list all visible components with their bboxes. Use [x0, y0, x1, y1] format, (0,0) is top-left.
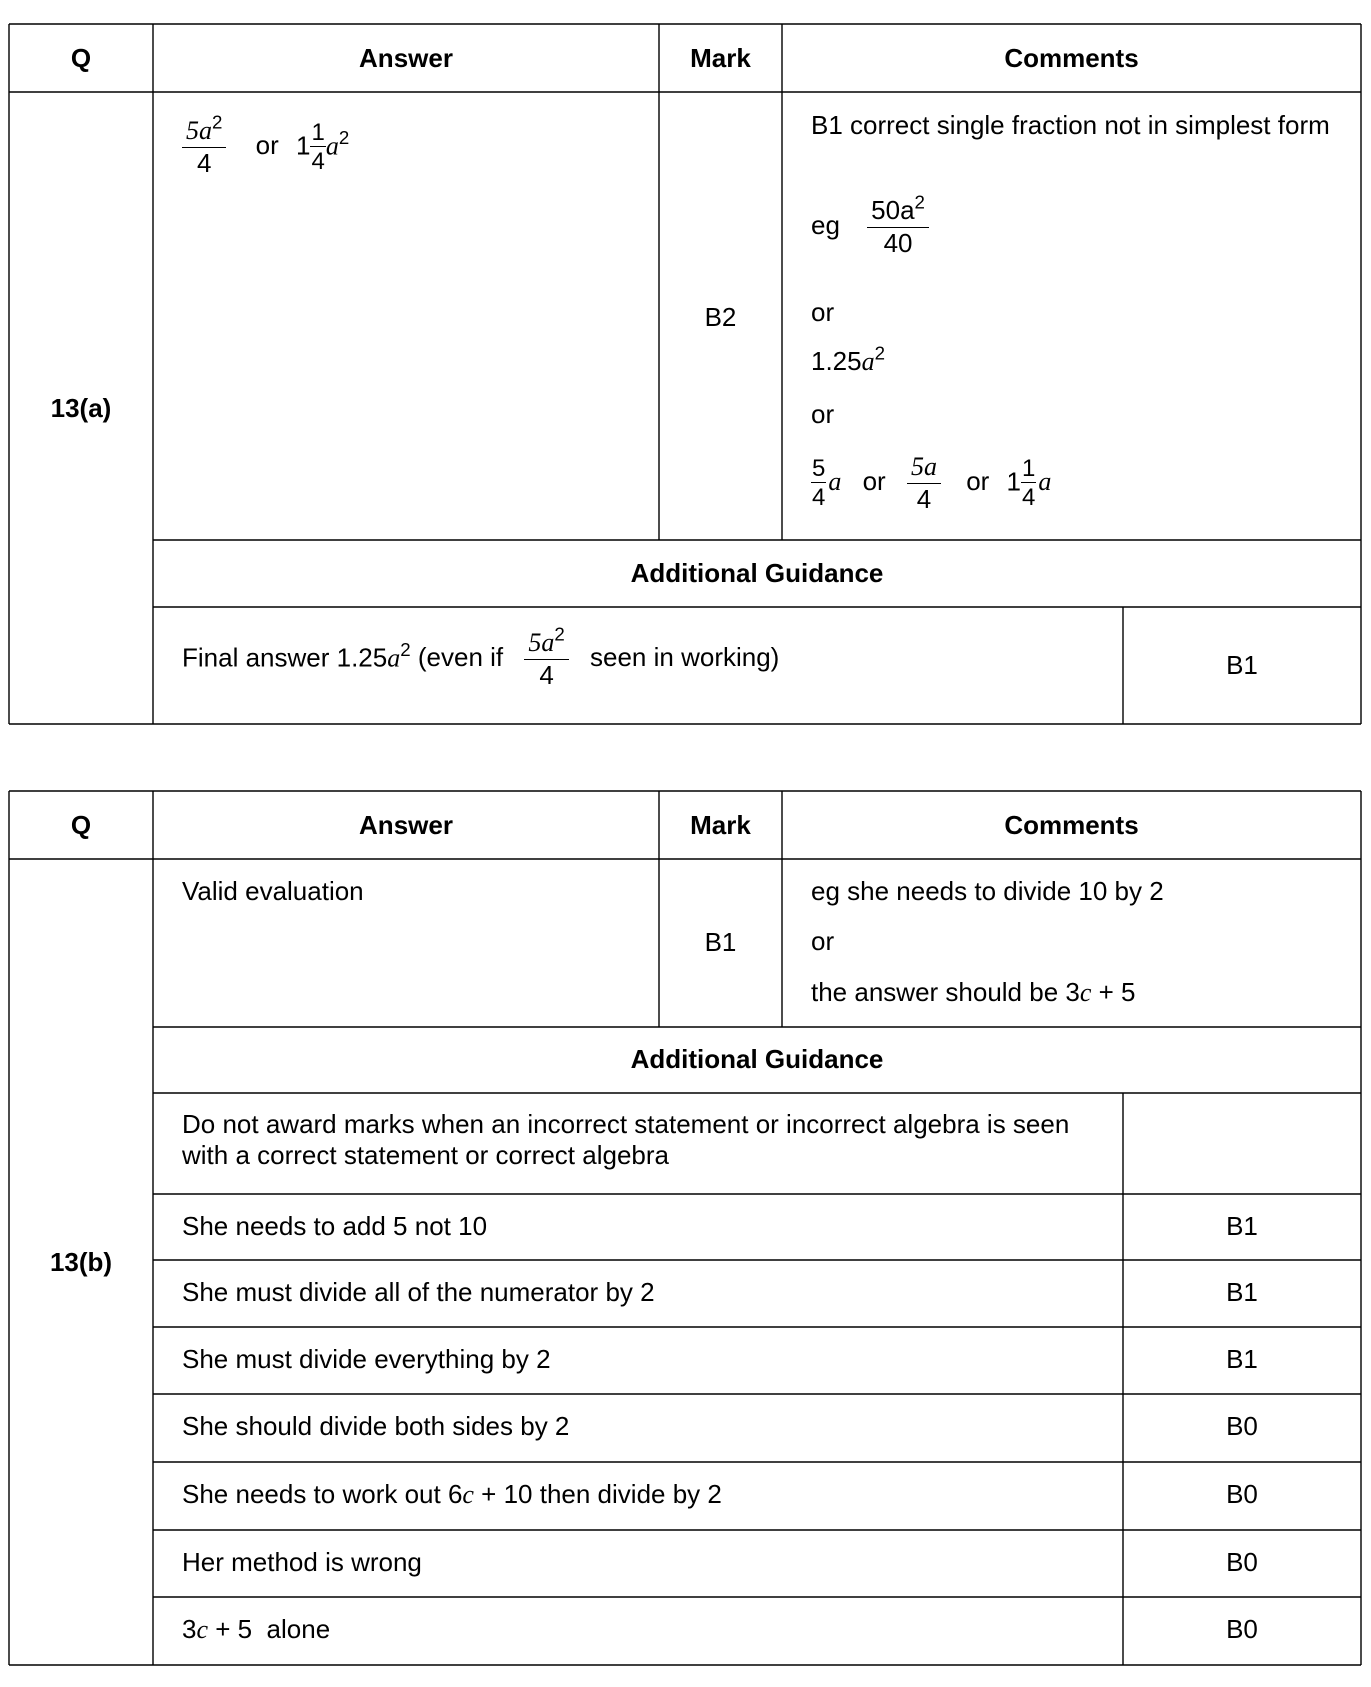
header-mark: Mark: [690, 810, 751, 840]
guidance-row-text: She needs to work out 6c + 10 then divide by 2: [182, 1479, 722, 1509]
alt-fraction-2: $\frac{5a}{4}$: [907, 452, 941, 515]
header-comments: Comments: [1004, 43, 1139, 73]
guidance-row-mark: B0: [1226, 1614, 1258, 1644]
guidance-row-text: She must divide all of the numerator by 2: [182, 1277, 655, 1307]
guidance-title: Additional Guidance: [630, 558, 884, 588]
alt-mixed-fraction: $\frac{1}{4}$: [1022, 454, 1036, 512]
comment-example: eg $\frac{50a^2}{40}$: [811, 196, 929, 259]
question-label: 13(a): [50, 393, 112, 423]
guidance-row-mark: B0: [1226, 1547, 1258, 1577]
guidance-row-mark: B0: [1226, 1411, 1258, 1441]
guidance-fraction: $\frac{5a^2}{4}$: [524, 628, 568, 691]
comment-b1-criterion: B1 correct single fraction not in simplest form: [811, 110, 1330, 140]
comment-or-2: or: [811, 399, 835, 429]
guidance-row-text: She must divide everything by 2: [182, 1344, 551, 1374]
answer-mixed-fraction: $\frac{1}{4}$: [311, 118, 325, 176]
header-comments: Comments: [1004, 810, 1139, 840]
comment-or: or: [811, 926, 835, 956]
header-answer: Answer: [359, 43, 453, 73]
guidance-title: Additional Guidance: [630, 1044, 884, 1074]
question-label: 13(b): [49, 1247, 113, 1277]
guidance-row-mark: B0: [1226, 1479, 1258, 1509]
guidance-row-text: Her method is wrong: [182, 1547, 422, 1577]
comment-answer: the answer should be 3c + 5: [811, 977, 1136, 1007]
mark-value: B1: [704, 927, 737, 957]
guidance-row-mark: B1: [1226, 1211, 1258, 1241]
comment-example-fraction: $\frac{50a^2}{40}$: [867, 196, 929, 259]
alt-fraction-1: $\frac{5}{4}$: [812, 454, 826, 512]
guidance-row-text: She should divide both sides by 2: [182, 1411, 570, 1441]
header-answer: Answer: [359, 810, 453, 840]
answer-text: Valid evaluation: [182, 876, 364, 906]
header-q: Q: [70, 810, 92, 840]
guidance-row-text: Do not award marks when an incorrect statement or incorrect algebra is seen with a correct statement or correct algebra: [182, 1109, 1070, 1171]
guidance-mark: B1: [1226, 650, 1258, 680]
comment-decimal: $1.25a^2$: [811, 342, 886, 376]
header-mark: Mark: [690, 43, 751, 73]
guidance-row-text: She needs to add 5 not 10: [182, 1211, 488, 1241]
guidance-row-mark: B1: [1226, 1344, 1258, 1374]
comment-example: eg she needs to divide 10 by 2: [811, 876, 1164, 906]
comment-or-1: or: [811, 297, 835, 327]
answer-expression: $\frac{5a^2}{4}$ or 1 $\frac{1}{4}$ $a^2$: [182, 116, 349, 179]
mark-value: B2: [704, 302, 737, 332]
comment-alternatives: $\frac{5}{4}$ a or $\frac{5a}{4}$ or 1 $\frac{1}{4}$ a: [812, 452, 1052, 514]
header-q: Q: [70, 43, 92, 73]
guidance-text: Final answer $1.25a^2$ (even if $\frac{5a^2}{4}$ seen in working): [182, 623, 780, 690]
guidance-row-text: 3c + 5 alone: [182, 1614, 331, 1644]
guidance-row-mark: B1: [1226, 1277, 1258, 1307]
answer-fraction: $\frac{5a^2}{4}$: [182, 116, 226, 179]
